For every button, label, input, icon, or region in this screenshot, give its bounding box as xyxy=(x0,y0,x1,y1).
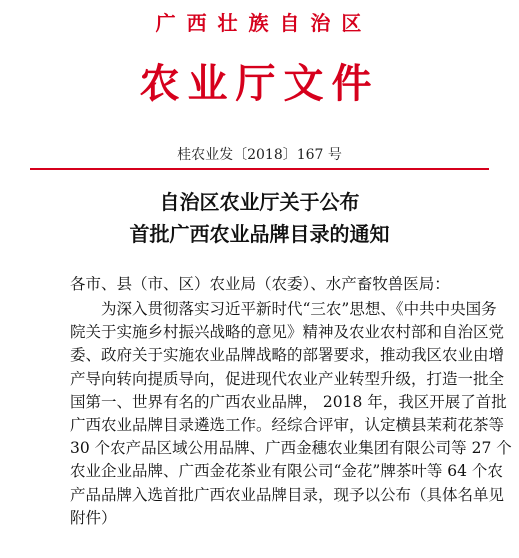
body-line: 委、政府关于实施农业品牌战略的部署要求，推动我区农业由增 xyxy=(70,346,505,365)
body-line: 农业企业品牌、广西金花茶业有限公司“金花”牌茶叶等 64 个农 xyxy=(70,462,503,481)
issuer-region: 广 西 壮 族 自 治 区 xyxy=(155,11,364,35)
red-separator-line xyxy=(30,168,489,170)
salutation: 各市、县（市、区）农业局（农委）、水产畜牧兽医局： xyxy=(70,275,450,293)
notice-body xyxy=(70,298,512,530)
body-line: 产导向转向提质导向，促进现代农业产业转型升级，打造一批全 xyxy=(70,369,505,388)
body-line: 30 个农产品区域公用品牌、广西金穗农业集团有限公司等 27 个 xyxy=(70,439,512,458)
body-line: 广西农业品牌目录遴选工作。经综合评审，认定横县茉莉花茶等 xyxy=(70,415,505,434)
body-line: 为深入贯彻落实习近平新时代“三农”思想、《中共中央国务 xyxy=(101,300,497,318)
notice-title-line-2: 首批广西农业品牌目录的通知 xyxy=(129,222,390,246)
body-line: 院关于实施乡村振兴战略的意见》精神及农业农村部和自治区党 xyxy=(70,323,505,342)
body-line: 产品品牌入选首批广西农业品牌目录，现予以公布（具体名单见 xyxy=(70,485,505,504)
body-line: 国第一、世界有名的广西农业品牌， 2018 年，我区开展了首批 xyxy=(70,392,507,411)
document-number: 桂农业发〔2018〕167 号 xyxy=(177,147,342,163)
body-line: 附件） xyxy=(70,508,117,527)
issuer-department-document: 农业厅文件 xyxy=(139,60,380,107)
notice-title-line-1: 自治区农业厅关于公布 xyxy=(159,190,360,214)
